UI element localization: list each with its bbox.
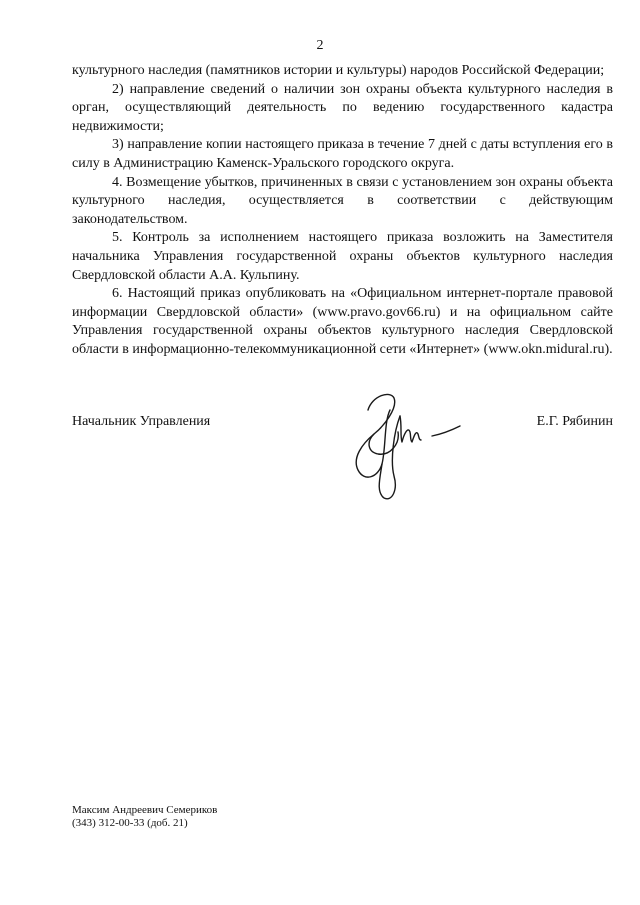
document-body xyxy=(72,62,613,360)
paragraph-5-control: 5. Контроль за исполнением настоящего приказа возложить на Заместителя начальника Управления государственной охраны объектов культурного наследия Свердловской области А.А. Кульпину. xyxy=(72,230,613,283)
paragraph-6-publication: 6. Настоящий приказ опубликовать на «Официальном интернет-портале правовой информации Свердловской области» (www.pravo.gov66.ru) и на официальном сайте Управления государственной охраны объектов культурного наследия Свердловской области в информационно-телекоммуникационной сети «Интернет» (www.okn.midural.ru). xyxy=(72,286,613,357)
paragraph-continuation: культурного наследия (памятников истории и культуры) народов Российской Федерации; xyxy=(72,63,605,78)
executor-info xyxy=(72,804,217,830)
signatory-title: Начальник Управления xyxy=(72,414,211,429)
executor-phone: (343) 312-00-33 (доб. 21) xyxy=(72,817,188,829)
signatory-name: Е.Г. Рябинин xyxy=(536,414,613,429)
executor-name: Максим Андреевич Семериков xyxy=(72,804,218,816)
paragraph-item-3: 3) направление копии настоящего приказа в течение 7 дней с даты вступления его в силу в Администрацию Каменск-Уральского городского округа. xyxy=(72,137,613,171)
page-number: 2 xyxy=(316,38,324,53)
paragraph-item-2: 2) направление сведений о наличии зон охраны объекта культурного наследия в орган, осуществляющий деятельность по ведению государственного кадастра недвижимости; xyxy=(72,81,613,134)
paragraph-4-compensation: 4. Возмещение убытков, причиненных в связи с установлением зон охраны объекта культурного наследия, осуществляется в соответствии с действующим законодательством. xyxy=(72,174,613,227)
handwritten-signature xyxy=(338,382,468,504)
